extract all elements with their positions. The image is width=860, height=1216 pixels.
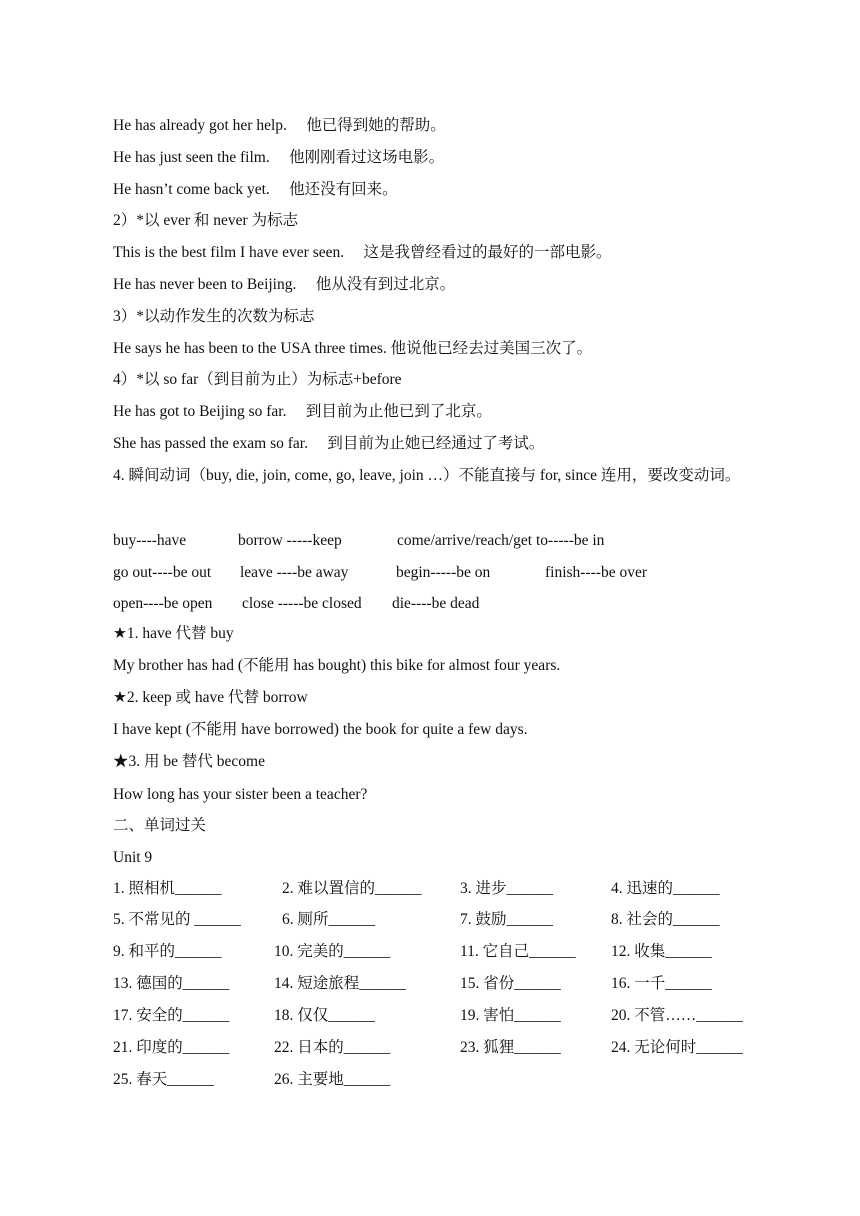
note-example: I have kept (不能用 have borrowed) the book for quite a few days. (113, 721, 528, 738)
vocab-item: 15. 省份______ (460, 975, 561, 992)
conversion-item: close -----be closed (242, 595, 362, 612)
vocab-item: 18. 仅仅______ (274, 1007, 375, 1024)
vocab-item: 21. 印度的______ (113, 1039, 230, 1056)
vocab-item: 11. 它自己______ (460, 943, 576, 960)
note-example: How long has your sister been a teacher? (113, 786, 368, 803)
vocab-item: 12. 收集______ (611, 943, 712, 960)
example-line: He has already got her help. 他已得到她的帮助。 (113, 117, 446, 134)
conversion-item: finish----be over (545, 564, 647, 581)
vocab-item: 23. 狐狸______ (460, 1039, 561, 1056)
example-line: He has got to Beijing so far. 到目前为止他已到了北京。 (113, 403, 492, 420)
vocab-item: 10. 完美的______ (274, 943, 391, 960)
example-line: He says he has been to the USA three times. 他说他已经去过美国三次了。 (113, 340, 593, 357)
vocab-item: 5. 不常见的 ______ (113, 911, 241, 928)
unit-label: Unit 9 (113, 849, 153, 866)
vocab-item: 2. 难以置信的______ (282, 880, 422, 897)
vocab-item: 8. 社会的______ (611, 911, 720, 928)
note-heading: ★1. have 代替 buy (113, 625, 234, 642)
conversion-item: come/arrive/reach/get to-----be in (397, 532, 605, 549)
example-line: She has passed the exam so far. 到目前为止她已经通过了考试。 (113, 435, 545, 452)
example-line: This is the best film I have ever seen. 这是我曾经看过的最好的一部电影。 (113, 244, 612, 261)
conversion-item: open----be open (113, 595, 213, 612)
vocab-item: 20. 不管……______ (611, 1007, 743, 1024)
conversion-item: borrow -----keep (238, 532, 342, 549)
note-heading: ★3. 用 be 替代 become (113, 753, 265, 770)
example-line: He hasn’t come back yet. 他还没有回来。 (113, 181, 398, 198)
vocab-item: 14. 短途旅程______ (274, 975, 406, 992)
vocab-item: 1. 照相机______ (113, 880, 222, 897)
conversion-item: buy----have (113, 532, 187, 549)
note-heading: ★2. keep 或 have 代替 borrow (113, 689, 308, 706)
vocab-item: 22. 日本的______ (274, 1039, 391, 1056)
vocab-item: 17. 安全的______ (113, 1007, 230, 1024)
vocab-item: 3. 进步______ (460, 880, 554, 897)
vocab-item: 7. 鼓励______ (460, 911, 554, 928)
vocab-item: 16. 一千______ (611, 975, 712, 992)
vocab-item: 13. 德国的______ (113, 975, 230, 992)
note-example: My brother has had (不能用 has bought) this bike for almost four years. (113, 657, 561, 674)
vocab-item: 6. 厕所______ (282, 911, 376, 928)
conversion-item: begin-----be on (396, 564, 491, 581)
rule-heading: 2）*以 ever 和 never 为标志 (113, 212, 299, 229)
vocab-item: 4. 迅速的______ (611, 880, 720, 897)
conversion-item: die----be dead (392, 595, 480, 612)
vocab-item: 19. 害怕______ (460, 1007, 561, 1024)
vocab-item: 9. 和平的______ (113, 943, 222, 960)
conversion-item: go out----be out (113, 564, 212, 581)
example-line: He has just seen the film. 他刚刚看过这场电影。 (113, 149, 445, 166)
example-line: He has never been to Beijing. 他从没有到过北京。 (113, 276, 456, 293)
section-heading: 二、单词过关 (113, 817, 207, 834)
vocab-item: 26. 主要地______ (274, 1071, 391, 1088)
rule-heading: 3）*以动作发生的次数为标志 (113, 308, 315, 325)
rule-paragraph: 4. 瞬间动词（buy, die, join, come, go, leave, join …）不能直接与 for, since 连用，要改变动词。 (113, 467, 741, 484)
vocab-item: 24. 无论何时______ (611, 1039, 743, 1056)
vocab-item: 25. 春天______ (113, 1071, 214, 1088)
rule-heading: 4）*以 so far（到目前为止）为标志+before (113, 371, 402, 388)
conversion-item: leave ----be away (240, 564, 349, 581)
